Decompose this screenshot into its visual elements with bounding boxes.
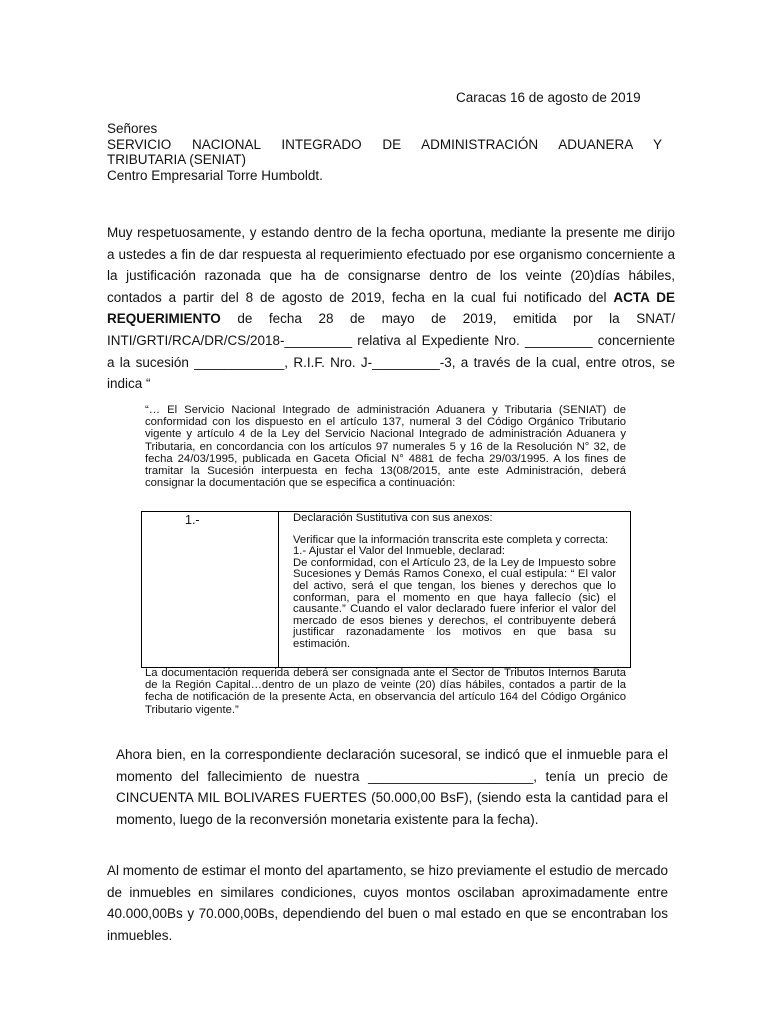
addressee-block (107, 121, 662, 183)
table-line-1: Declaración Sustitutiva con sus anexos: (293, 512, 493, 524)
declaration-text: Ahora bien, en la correspondiente declaración sucesoral, se indicó que el inmueble para el momento del fallecimiento de nuestra ______________________, tenía un precio de CINCUENTA MIL BOLIVARES FUERTES (50.000,00 BsF), (siendo esta la cantidad para el momento, luego de la reconversión monetaria existente para la fecha). (116, 747, 668, 827)
table-line-3: 1.- Ajustar el Valor del Inmueble, declarad: (293, 545, 506, 558)
salutation: Señores (107, 121, 158, 136)
date-line: Caracas 16 de agosto de 2019 (456, 90, 641, 105)
market-study-paragraph (107, 860, 668, 946)
declaration-paragraph (116, 744, 668, 830)
table-item-number: 1.- (142, 512, 279, 667)
organization-line-1: SERVICIO NACIONAL INTEGRADO DE ADMINISTRACIÓN ADUANERA Y (107, 136, 662, 152)
opening-paragraph (107, 222, 675, 395)
quoted-closing (145, 667, 626, 716)
opening-text-part2: de fecha 28 de mayo de 2019, emitida por la SNAT/ INTI/GRTI/RCA/DR/CS/2018-_________ relativa al Expediente Nro. _________ concerniente a la sucesión ____________, R.I.F. Nro. J-_________-3, a través de la cual, entre otros, se indica “ (107, 311, 675, 392)
quoted-closing-text: La documentación requerida deberá ser consignada ante el Sector de Tributos Internos Baruta de la Región Capital…dentro de un plazo de veinte (20) días hábiles, contados a partir de la fecha de notificación de la presente Acta, en observancia del artículo 164 del Código Orgánico Tributario vigente.” (145, 667, 626, 716)
acta-title: ACTA DE REQUERIMIENTO (107, 289, 675, 327)
table-line-2: Verificar que la información transcrita este completa y correcta: (293, 533, 609, 546)
table-item-content (279, 512, 630, 667)
organization-line-2: TRIBUTARIA (SENIAT) (107, 152, 247, 167)
quoted-intro-text: “… El Servicio Nacional Integrado de administración Aduanera y Tributaria (SENIAT) de conformidad con los dispuesto en el artículo 137, numeral 3 del Código Orgánico Tributario vigente y artículo 4 de la Ley del Servicio Nacional Integrado de administración Aduanera y Tributaria, en concordancia con los artículos 97 numerales 5 y 16 de la Resolución N° 32, de fecha 24/03/1995, publicada en Gaceta Oficial N° 4881 de fecha 29/03/1995. A los fines de tramitar la Sucesión interpuesta en fecha 13(08/2015, ante este Administración, deberá consignar la documentación que se especifica a continuación: (145, 404, 626, 490)
requirements-table (141, 511, 631, 668)
opening-text-part1: Muy respetuosamente, y estando dentro de la fecha oportuna, mediante la presente me dirijo a ustedes a fin de dar respuesta al requerimiento efectuado por ese organismo concerniente a la justificación razonada que ha de consignarse dentro de los veinte (20)días hábiles, contados a partir del 8 de agosto de 2019, fecha en la cual fui notificado del (107, 225, 675, 305)
quoted-intro (145, 404, 626, 489)
table-line-4: De conformidad, con el Artículo 23, de la Ley de Impuesto sobre Sucesiones y Demás Ramos Conexo, el cual estipula: “ El valor del activo, será el que tengan, los bienes y derechos que lo conforman, para el momento en que haya fallecío (sic) el causante.” Cuando el valor declarado fuere inferior el valor del mercado de esos bienes y derechos, el contribuyente deberá justificar razonadamente los motivos en que basa su estimación. (293, 556, 616, 650)
organization-location: Centro Empresarial Torre Humboldt. (107, 167, 323, 183)
market-study-text: Al momento de estimar el monto del apartamento, se hizo previamente el estudio de mercado de inmuebles en similares condiciones, cuyos montos oscilaban aproximadamente entre 40.000,00Bs y 70.000,00Bs, dependiendo del buen o mal estado en que se encontraban los inmuebles. (107, 863, 668, 943)
